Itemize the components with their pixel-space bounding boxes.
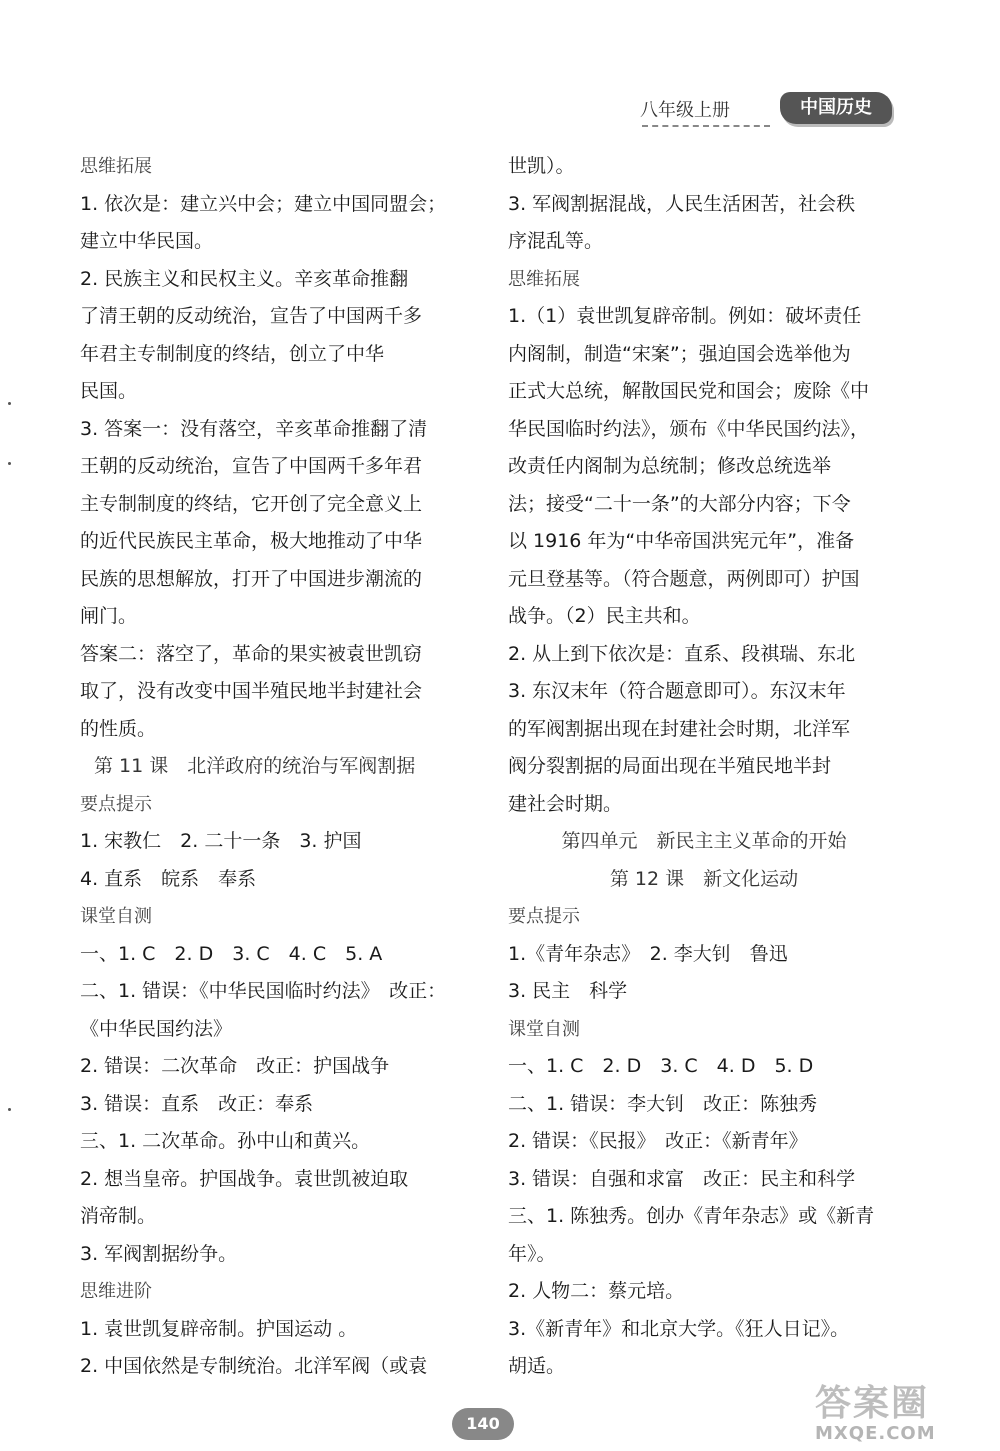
answer-line: 2. 从上到下依次是：直系、段祺瑞、东北 [508, 642, 856, 665]
answer-line: 1.《青年杂志》 2. 李大钊 鲁迅 [508, 942, 788, 965]
answer-line: 答案二：落空了，革命的果实被袁世凯窃 [80, 642, 423, 665]
answer-line: 主专制制度的终结，它开创了完全意义上 [80, 492, 423, 515]
answer-line: 3. 东汉末年（符合题意即可）。东汉末年 [508, 680, 846, 702]
answer-line: 2. 错误：《民报》 改正：《新青年》 [508, 1130, 808, 1152]
section-heading: 思维拓展 [80, 156, 152, 177]
answer-line: 年》。 [508, 1242, 556, 1265]
answer-line: 战争。（2）民主共和。 [508, 605, 701, 627]
answer-line: 一、1. C 2. D 3. C 4. C 5. A [80, 942, 383, 965]
answer-line: 《中华民国约法》 [80, 1017, 233, 1040]
answer-line: 3.《新青年》和北京大学。《狂人日记》。 [508, 1317, 850, 1340]
answer-line: 二、1. 错误：李大钊 改正：陈独秀 [508, 1092, 818, 1115]
lesson-title: 第 11 课 北洋政府的统治与军阀割据 [94, 755, 416, 777]
answer-line: 三、1. 陈独秀。创办《青年杂志》或《新青 [508, 1205, 875, 1227]
answer-line: 3. 答案一：没有落空，辛亥革命推翻了清 [80, 417, 428, 440]
subject-badge: 中国历史 [780, 92, 892, 124]
answer-line: 4. 直系 皖系 奉系 [80, 867, 257, 890]
answer-line: 的近代民族民主革命，极大地推动了中华 [80, 530, 423, 552]
watermark-logo: 答案圈 [815, 1383, 930, 1424]
answer-line: 二、1. 错误：《中华民国临时约法》 改正： [80, 980, 447, 1002]
section-heading: 要点提示 [508, 906, 580, 927]
answer-line: 的军阀割据出现在封建社会时期，北洋军 [508, 717, 851, 740]
answer-line: 正式大总统，解散国民党和国会；废除《中 [508, 380, 870, 402]
answer-line: 胡适。 [508, 1355, 566, 1377]
answer-line: 华民国临时约法》，颁布《中华民国约法》， [508, 417, 870, 440]
answer-line: 元旦登基等。（符合题意，两例即可）护国 [508, 567, 860, 590]
answer-line: 3. 军阀割据纷争。 [80, 1242, 238, 1265]
lesson-title: 第 12 课 新文化运动 [609, 867, 799, 890]
answer-line: 1. 依次是：建立兴中会；建立中国同盟会； [80, 192, 447, 215]
answer-line: 了清王朝的反动统治，宣告了中国两千多 [80, 305, 423, 327]
answer-line: 法；接受“二十一条”的大部分内容；下令 [508, 492, 851, 515]
watermark [815, 1385, 990, 1447]
answer-line: 2. 民族主义和民权主义。辛亥革命推翻 [80, 267, 409, 290]
watermark-url: MXQE.COM [815, 1423, 936, 1444]
answer-line: 3. 军阀割据混战，人民生活困苦，社会秩 [508, 192, 856, 215]
answer-line: 1. 宋教仁 2. 二十一条 3. 护国 [80, 830, 362, 852]
answer-line: 取了，没有改变中国半殖民地半封建社会 [80, 680, 423, 702]
answer-line: 阀分裂割据的局面出现在半殖民地半封 [508, 755, 832, 777]
answer-line: 3. 错误：自强和求富 改正：民主和科学 [508, 1167, 856, 1190]
answer-line: 改责任内阁制为总统制；修改总统选举 [508, 455, 832, 477]
answer-line: 1. 袁世凯复辟帝制。护国运动 。 [80, 1317, 358, 1340]
margin-mark [8, 402, 11, 405]
answer-line: 王朝的反动统治，宣告了中国两千多年君 [80, 455, 423, 477]
section-heading: 课堂自测 [80, 906, 152, 927]
answer-line: 1.（1）袁世凯复辟帝制。例如：破坏责任 [508, 305, 862, 327]
margin-mark [8, 462, 11, 465]
answer-line: 内阁制，制造“宋案”；强迫国会选举他为 [508, 342, 851, 365]
answer-line: 3. 民主 科学 [508, 980, 628, 1002]
answer-line: 消帝制。 [80, 1205, 157, 1227]
section-heading: 思维进阶 [80, 1281, 152, 1302]
answer-line: 序混乱等。 [508, 230, 604, 252]
page-number: 140 [452, 1408, 514, 1440]
answer-line: 民族的思想解放，打开了中国进步潮流的 [80, 567, 423, 590]
section-heading: 课堂自测 [508, 1018, 580, 1040]
answer-line: 的性质。 [80, 717, 157, 740]
answer-line: 民国。 [80, 380, 138, 402]
lesson-title: 第四单元 新民主主义革命的开始 [561, 830, 847, 852]
left-column [80, 148, 470, 1386]
answer-line: 3. 错误：直系 改正：奉系 [80, 1092, 314, 1115]
answer-line: 闸门。 [80, 605, 138, 627]
answer-line: 三、1. 二次革命。孙中山和黄兴。 [80, 1130, 371, 1152]
section-heading: 思维拓展 [508, 268, 580, 290]
margin-mark [8, 1108, 11, 1111]
page-header [640, 92, 900, 132]
section-heading: 要点提示 [80, 793, 152, 815]
right-column [508, 148, 900, 1386]
answer-line: 建立中华民国。 [80, 230, 214, 252]
answer-line: 2. 错误：二次革命 改正：护国战争 [80, 1055, 390, 1077]
answer-line: 2. 中国依然是专制统治。北洋军阀（或袁 [80, 1355, 428, 1377]
answer-line: 2. 人物二：蔡元培。 [508, 1280, 685, 1302]
answer-line: 年君主专制制度的终结，创立了中华 [80, 342, 385, 365]
answer-line: 以 1916 年为“中华帝国洪宪元年”，准备 [508, 530, 855, 552]
answer-line: 世凯）。 [508, 155, 575, 177]
header-divider [642, 125, 770, 127]
answer-line: 2. 想当皇帝。护国战争。袁世凯被迫取 [80, 1167, 409, 1190]
grade-label: 八年级上册 [640, 100, 730, 121]
answer-line: 一、1. C 2. D 3. C 4. D 5. D [508, 1055, 814, 1077]
answer-line: 建社会时期。 [508, 792, 623, 815]
